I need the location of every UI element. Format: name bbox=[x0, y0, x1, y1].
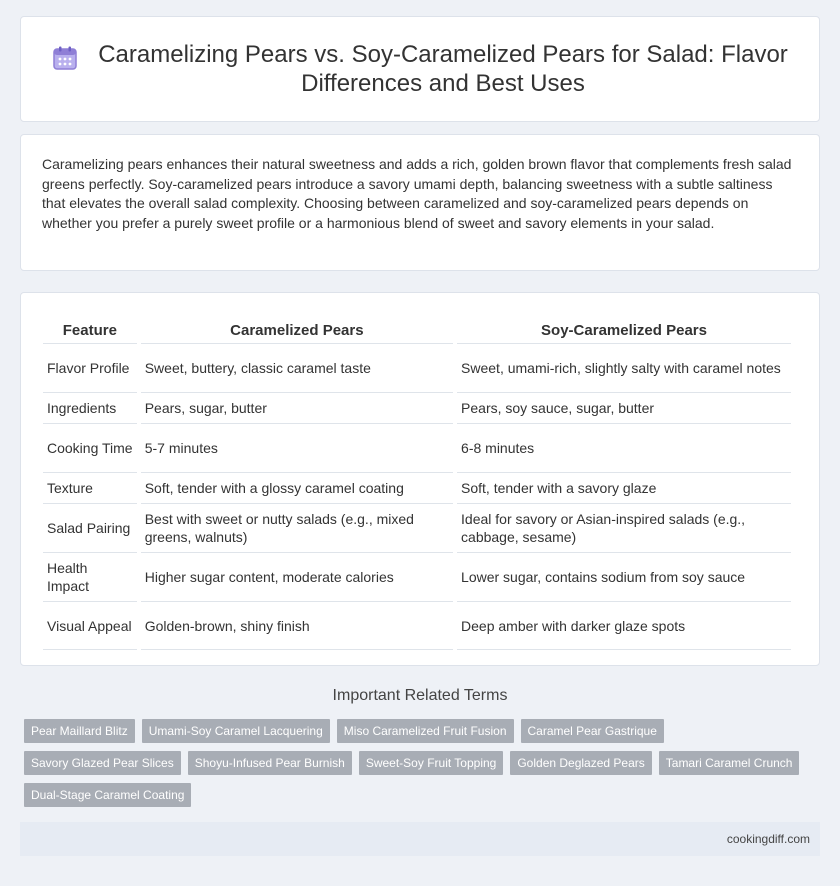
table-cell: 6-8 minutes bbox=[457, 423, 791, 472]
title-wrap bbox=[52, 40, 788, 98]
title-card bbox=[20, 16, 820, 122]
table-cell: Soft, tender with a savory glaze bbox=[457, 472, 791, 503]
table-cell: 5-7 minutes bbox=[141, 423, 453, 472]
comparison-table bbox=[39, 313, 795, 650]
table-row bbox=[43, 601, 791, 650]
table-cell: Golden-brown, shiny finish bbox=[141, 601, 453, 650]
footer bbox=[20, 822, 820, 856]
table-header-row bbox=[43, 313, 791, 343]
related-terms-title: Important Related Terms bbox=[332, 687, 508, 704]
table-cell: Ideal for savory or Asian-inspired salads (e.g., cabbage, sesame) bbox=[457, 503, 791, 552]
related-term-tag[interactable]: Golden Deglazed Pears bbox=[510, 751, 651, 775]
table-cell-feature: Salad Pairing bbox=[43, 503, 137, 552]
intro-paragraph: Caramelizing pears enhances their natural sweetness and adds a rich, golden brown flavor that complements fresh salad greens perfectly. Soy-caramelized pears introduce a savory umami depth, balancing sweetness with a subtle saltiness that elevates the overall salad complexity. Choosing between caramelized and soy-caramelized pears depends on whether you prefer a purely sweet profile or a harmonious blend of sweet and savory elements in your salad. bbox=[42, 156, 792, 231]
related-terms-list bbox=[24, 719, 824, 815]
related-term-tag[interactable]: Pear Maillard Blitz bbox=[24, 719, 135, 743]
table-cell: Lower sugar, contains sodium from soy sauce bbox=[457, 552, 791, 601]
table-cell: Sweet, umami-rich, slightly salty with caramel notes bbox=[457, 343, 791, 392]
table-cell: Higher sugar content, moderate calories bbox=[141, 552, 453, 601]
table-row bbox=[43, 472, 791, 503]
table-cell: Sweet, buttery, classic caramel taste bbox=[141, 343, 453, 392]
table-row bbox=[43, 552, 791, 601]
page-title: Caramelizing Pears vs. Soy-Caramelized Pears for Salad: Flavor Differences and Best Uses bbox=[98, 41, 788, 97]
header-soy-caramelized: Soy-Caramelized Pears bbox=[541, 321, 707, 339]
related-term-tag[interactable]: Caramel Pear Gastrique bbox=[521, 719, 664, 743]
footer-site-link[interactable]: cookingdiff.com bbox=[726, 832, 810, 846]
related-term-tag[interactable]: Umami-Soy Caramel Lacquering bbox=[142, 719, 330, 743]
table-cell-feature: Health Impact bbox=[43, 552, 137, 601]
comparison-table-card bbox=[20, 292, 820, 666]
related-term-tag[interactable]: Savory Glazed Pear Slices bbox=[24, 751, 181, 775]
header-feature: Feature bbox=[62, 321, 117, 339]
table-row bbox=[43, 392, 791, 423]
intro-card bbox=[20, 134, 820, 271]
table-row bbox=[43, 343, 791, 392]
table-cell-feature: Flavor Profile bbox=[43, 343, 137, 392]
table-cell: Soft, tender with a glossy caramel coating bbox=[141, 472, 453, 503]
related-term-tag[interactable]: Dual-Stage Caramel Coating bbox=[24, 783, 191, 807]
table-cell-feature: Cooking Time bbox=[43, 423, 137, 472]
table-cell: Best with sweet or nutty salads (e.g., mixed greens, walnuts) bbox=[141, 503, 453, 552]
calendar-icon bbox=[52, 45, 78, 71]
related-term-tag[interactable]: Miso Caramelized Fruit Fusion bbox=[337, 719, 514, 743]
table-cell-feature: Ingredients bbox=[43, 392, 137, 423]
related-term-tag[interactable]: Shoyu-Infused Pear Burnish bbox=[188, 751, 352, 775]
table-cell: Pears, sugar, butter bbox=[141, 392, 453, 423]
table-cell: Pears, soy sauce, sugar, butter bbox=[457, 392, 791, 423]
table-cell: Deep amber with darker glaze spots bbox=[457, 601, 791, 650]
header-caramelized: Caramelized Pears bbox=[230, 321, 364, 339]
table-row bbox=[43, 503, 791, 552]
table-cell-feature: Visual Appeal bbox=[43, 601, 137, 650]
table-row bbox=[43, 423, 791, 472]
table-cell-feature: Texture bbox=[43, 472, 137, 503]
related-term-tag[interactable]: Sweet-Soy Fruit Topping bbox=[359, 751, 504, 775]
related-term-tag[interactable]: Tamari Caramel Crunch bbox=[659, 751, 800, 775]
